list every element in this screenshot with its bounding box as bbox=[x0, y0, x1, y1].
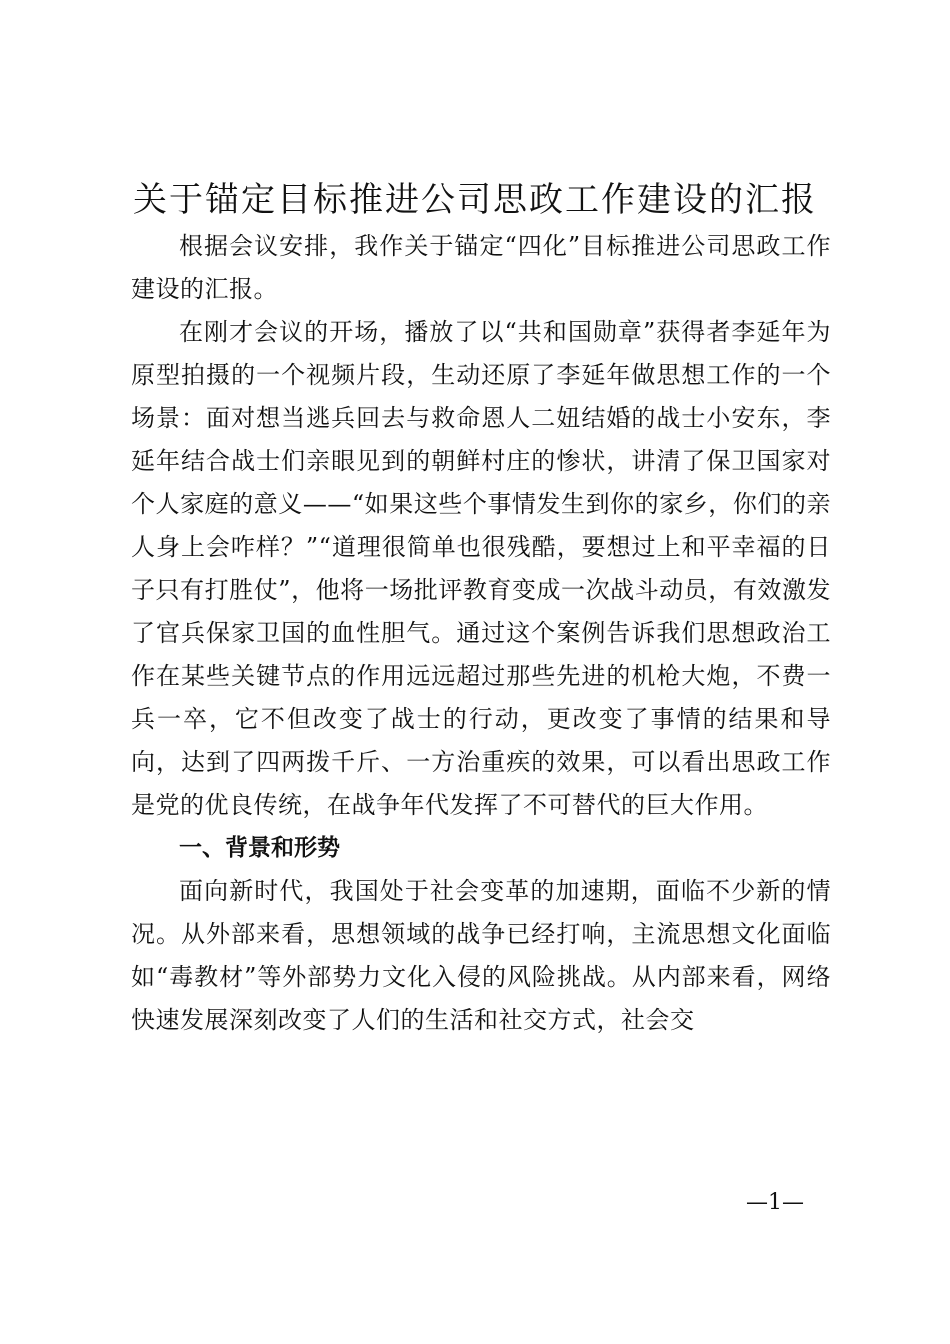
paragraph-case-story: 在刚才会议的开场，播放了以“共和国勋章”获得者李延年为原型拍摄的一个视频片段，生动还原了李延年做思想工作的一个场景：面对想当逃兵回去与救命恩人二妞结婚的战士小安东，李延年结合战士们亲眼见到的朝鲜村庄的惨状，讲清了保卫国家对个人家庭的意义——“如果这些个事情发生到你的家乡，你们的亲人身上会咋样？”“道理很简单也很残酷，要想过上和平幸福的日子只有打胜仗”，他将一场批评教育变成一次战斗动员，有效激发了官兵保家卫国的血性胆气。通过这个案例告诉我们思想政治工作在某些关键节点的作用远远超过那些先进的机枪大炮，不费一兵一卒，它不但改变了战士的行动，更改变了事情的结果和导向，达到了四两拨千斤、一方治重疾的效果，可以看出思政工作是党的优良传统，在战争年代发挥了不可替代的巨大作用。 bbox=[131, 318, 831, 819]
section-heading: 一、背景和形势 bbox=[179, 835, 340, 861]
paragraph-intro: 根据会议安排，我作关于锚定“四化”目标推进公司思政工作建设的汇报。 bbox=[131, 232, 831, 303]
document-body bbox=[131, 225, 831, 1042]
page-number: —1— bbox=[746, 1190, 804, 1215]
document-title: 关于锚定目标推进公司思政工作建设的汇报 bbox=[133, 180, 817, 220]
paragraph-background: 面向新时代，我国处于社会变革的加速期，面临不少新的情况。从外部来看，思想领域的战争已经打响，主流思想文化面临如“毒教材”等外部势力文化入侵的风险挑战。从内部来看，网络快速发展深刻改变了人们的生活和社交方式，社会交 bbox=[131, 877, 831, 1034]
